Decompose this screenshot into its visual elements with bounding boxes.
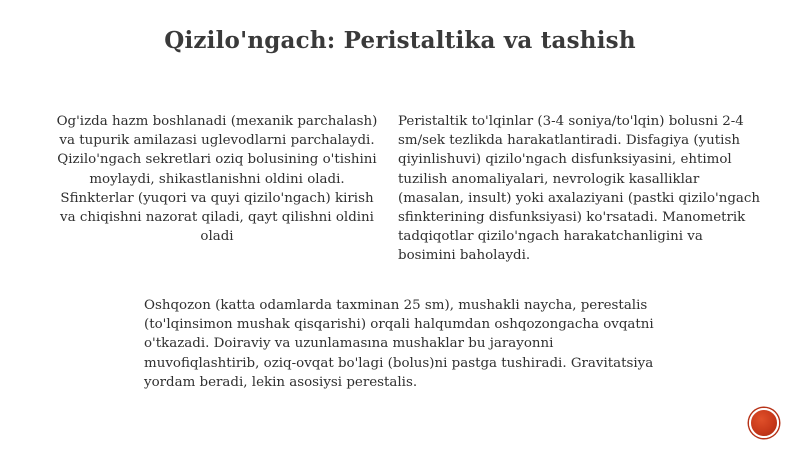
circle-nav-icon[interactable] <box>749 408 779 438</box>
left-text-block: Og'izda hazm boshlanadi (mexanik parchalash) va tupurik amilazasi uglevodlarni parchalaydi. Qizilo'ngach sekretlari oziq bolusining o'tishini moylaydi, shikastlanishni oldini oladi. Sfinkterlar (yuqori va quyi qizilo'ngach) kirish va chiqishni nazorat qiladi, qayt qilishni oldini oladi <box>56 114 378 245</box>
right-text-block: Peristaltik to'lqinlar (3-4 soniya/to'lqin) bolusni 2-4 sm/sek tezlikda harakatlantiradi. Disfagiya (yutish qiyinlishuvi) qizilo'ngach disfunksiyasini, ehtimol tuzilish anomaliyalari, nevrologik kasalliklar (masalan, insult) yoki axalaziyani (pastki qizilo'ngach sfinkterining disfunksiyasi) ko'rsatadi. Manometrik tadqiqotlar qizilo'ngach harakatchanligini va bosimini baholaydi. <box>398 114 761 264</box>
bottom-text-block: Oshqozon (katta odamlarda taxminan 25 sm), mushakli naycha, perestalis (to'lqinsimon mushak qisqarishi) orqali halqumdan oshqozongacha ovqatni o'tkazadi. Doiraviy va uzunlamasına mushaklar bu jarayonni muvofiqlashtirib, oziq-ovqat bo'lagi (bolus)ni pastga tushiradi. Gravitatsiya yordam beradi, lekin asosiysi perestalis. <box>144 298 654 390</box>
slide-title: Qizilo'ngach: Peristaltika va tashish <box>164 27 636 54</box>
